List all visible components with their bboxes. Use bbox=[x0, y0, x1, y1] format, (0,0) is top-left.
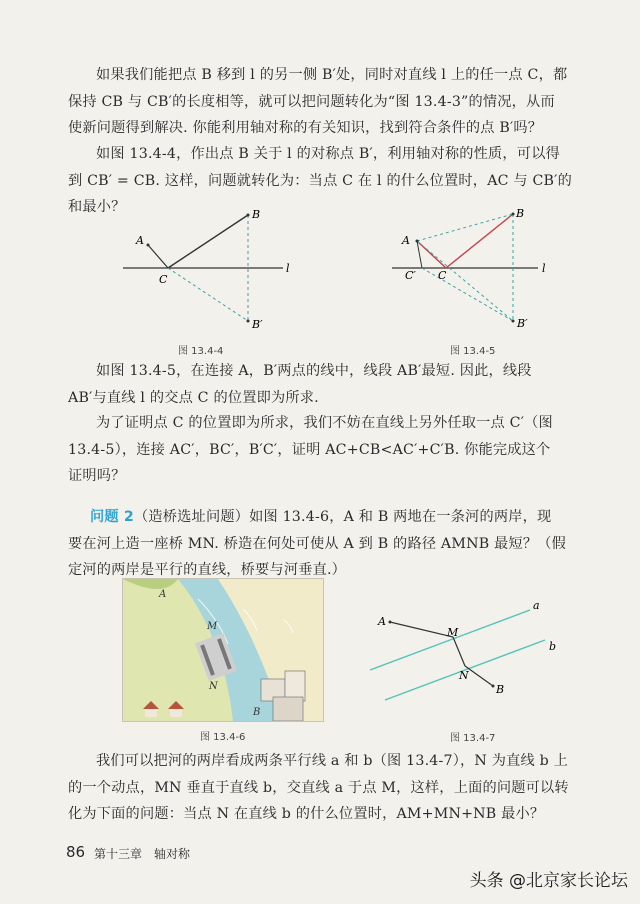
label-cp: C′ bbox=[405, 269, 416, 282]
segment-am bbox=[390, 622, 453, 637]
point-b bbox=[247, 214, 250, 217]
text-line: 如图 13.4-5，在连接 A，B′两点的线中，线段 AB′最短. 因此，线段 bbox=[96, 363, 532, 379]
caption-13-4-6: 图 13.4-6 bbox=[200, 732, 246, 743]
label-b: B bbox=[253, 707, 261, 718]
paragraph-3 bbox=[68, 358, 630, 411]
label-m: M bbox=[447, 626, 459, 639]
caption-13-4-5: 图 13.4-5 bbox=[450, 346, 496, 357]
segment-cb bbox=[446, 214, 513, 268]
segment-cb bbox=[168, 215, 248, 268]
point-b bbox=[492, 685, 495, 688]
segment-cpbp-dashed bbox=[422, 268, 513, 321]
label-b: B bbox=[516, 207, 525, 220]
chapter-title: 第十三章 轴对称 bbox=[94, 847, 191, 861]
label-b: B bbox=[496, 683, 505, 696]
bridge-illustration bbox=[122, 578, 324, 722]
segment-ac bbox=[148, 245, 168, 268]
paragraph-4 bbox=[68, 410, 630, 490]
label-b: B bbox=[252, 208, 261, 221]
text-line: 如果我们能把点 B 移到 l 的另一侧 B′处，同时对直线 l 上的任一点 C，都 bbox=[96, 67, 568, 83]
text-line: 我们可以把河的两岸看成两条平行线 a 和 b（图 13.4-7），N 为直线 b 上 bbox=[96, 753, 569, 769]
figure-13-4-5 bbox=[388, 200, 558, 330]
label-c: C bbox=[438, 269, 447, 282]
text-line: 的一个动点，MN 垂直于直线 b，交直线 a 于点 M，这样，上面的问题可以转 bbox=[68, 779, 569, 796]
label-n: N bbox=[459, 669, 469, 682]
point-a bbox=[147, 244, 150, 247]
watermark: 头条 @北京家长论坛 bbox=[469, 871, 628, 891]
label-a: A bbox=[159, 589, 167, 600]
text-line: 13.4-5），连接 AC′，BC′，B′C′，证明 AC+CB<AC′+C′B. 你能完成这个 bbox=[68, 441, 551, 458]
segment-ab-dashed bbox=[417, 214, 513, 241]
label-l: l bbox=[542, 262, 546, 275]
text-line: 证明吗？ bbox=[68, 468, 126, 484]
point-a bbox=[416, 240, 419, 243]
label-bp: B′ bbox=[517, 317, 528, 330]
problem-text: （造桥选址问题）如图 13.4-6，A 和 B 两地在一条河的两岸，现 bbox=[134, 509, 552, 525]
label-line-b: b bbox=[549, 640, 557, 653]
label-a: A bbox=[402, 234, 410, 247]
text-line: 为了证明点 C 的位置即为所求，我们不妨在直线上另外任取一点 C′（图 bbox=[96, 415, 553, 431]
segment-cbp-dashed bbox=[168, 268, 248, 321]
label-a: A bbox=[136, 234, 144, 247]
point-b bbox=[512, 213, 515, 216]
label-bp: B′ bbox=[252, 318, 263, 330]
paragraph-5 bbox=[68, 504, 630, 584]
caption-13-4-4: 图 13.4-4 bbox=[178, 346, 224, 357]
problem-label: 问题 2 bbox=[90, 509, 134, 525]
paragraph-6 bbox=[68, 748, 630, 828]
point-bp bbox=[247, 320, 250, 323]
segment-nb bbox=[465, 666, 493, 686]
bridge-illustration-art bbox=[123, 579, 323, 721]
page-number: 86 bbox=[66, 843, 86, 861]
text-line: 要在河上造一座桥 MN. 桥造在何处可使从 A 到 B 的路径 AMNB 最短？（假 bbox=[68, 535, 566, 552]
label-c: C bbox=[159, 273, 168, 286]
label-n: N bbox=[209, 681, 218, 692]
label-l: l bbox=[286, 262, 290, 275]
line-a bbox=[370, 610, 530, 670]
point-bp bbox=[512, 320, 515, 323]
text-line: 使新问题得到解决. 你能利用轴对称的有关知识，找到符合条件的点 B′吗？ bbox=[68, 120, 543, 136]
label-line-a: a bbox=[533, 599, 540, 612]
paragraph-1 bbox=[68, 62, 630, 142]
text-line: 保持 CB 与 CB′的长度相等，就可以把问题转化为“图 13.4-3”的情况，从而 bbox=[68, 93, 555, 110]
label-a: A bbox=[378, 615, 386, 628]
caption-13-4-7: 图 13.4-7 bbox=[450, 733, 496, 744]
text-line: 和最小？ bbox=[68, 199, 126, 215]
text-line: 如图 13.4-4，作出点 B 关于 l 的对称点 B′，利用轴对称的性质，可以得 bbox=[96, 146, 560, 162]
segment-mn bbox=[453, 637, 465, 666]
text-line bbox=[68, 504, 630, 531]
text-line: 化为下面的问题：当点 N 在直线 b 的什么位置时，AM+MN+NB 最小？ bbox=[68, 806, 545, 822]
figure-13-4-4 bbox=[115, 200, 295, 330]
text-line: 定河的两岸是平行的直线，桥要与河垂直.） bbox=[68, 562, 347, 578]
figure-13-4-7 bbox=[365, 592, 565, 710]
point-a bbox=[389, 621, 392, 624]
text-line: AB′与直线 l 的交点 C 的位置即为所求. bbox=[68, 389, 319, 406]
text-line: 到 CB′ = CB. 这样，问题就转化为：当点 C 在 l 的什么位置时，AC 与 CB′的 bbox=[68, 172, 572, 189]
label-m: M bbox=[207, 621, 218, 632]
